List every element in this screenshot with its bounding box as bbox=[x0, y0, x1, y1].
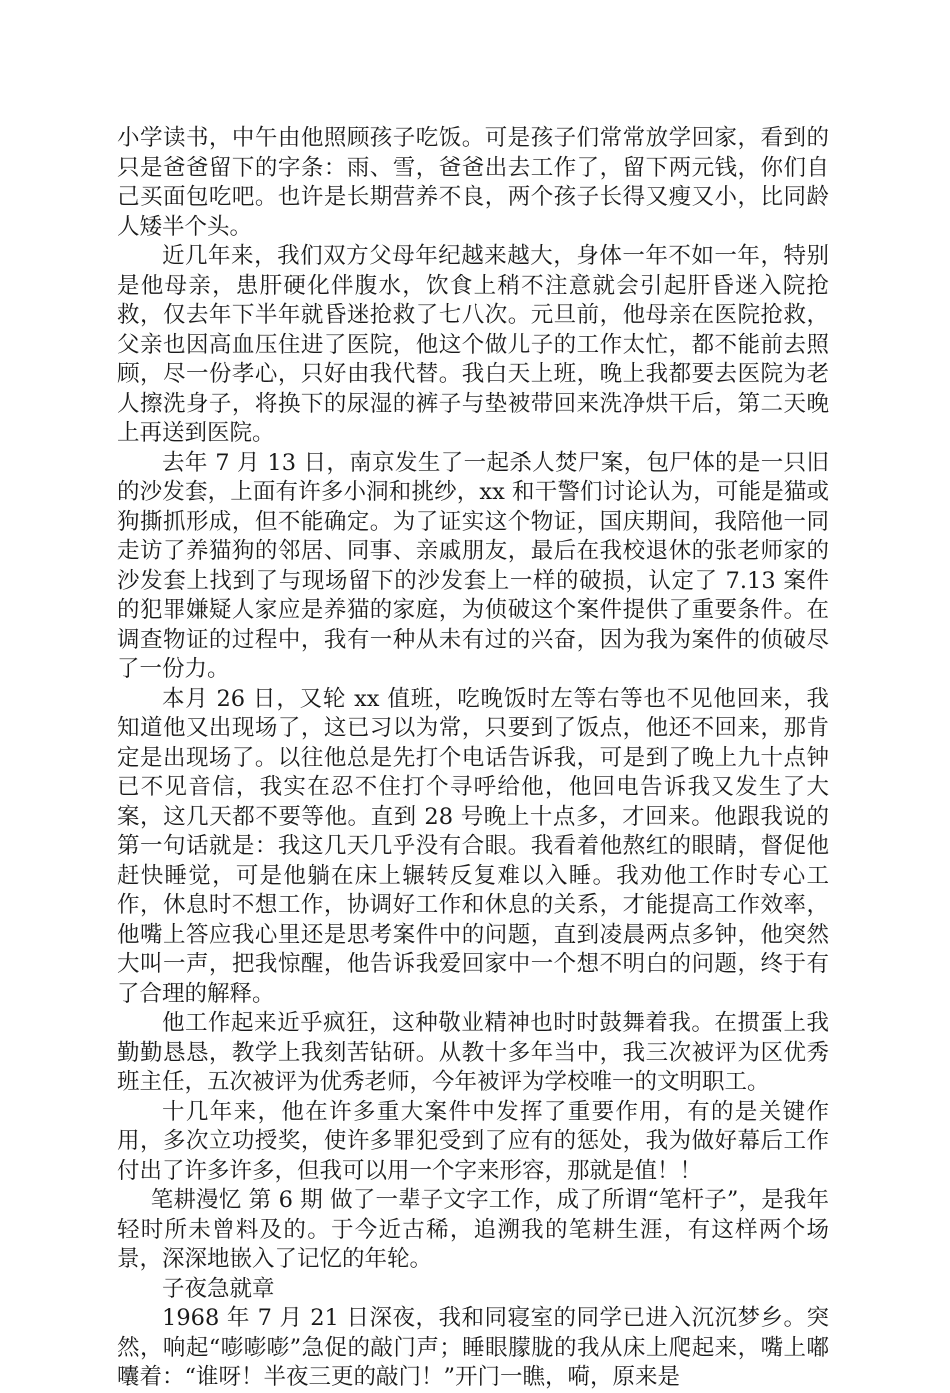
section-heading: 子夜急就章 bbox=[162, 1275, 275, 1302]
paragraph-5: 他工作起来近乎疯狂，这种敬业精神也时时鼓舞着我。在掼蛋上我勤勤恳恳，教学上我刻苦钻研。从教十多年当中，我三次被评为区优秀班主任，五次被评为优秀老师，今年被评为学校唯一的文明职工。 bbox=[117, 1010, 829, 1095]
paragraph-8: 1968 年 7 月 21 日深夜，我和同寝室的同学已进入沉沉梦乡。突然，响起“嘭嘭嘭”急促的敲门声；睡眼朦胧的我从床上爬起来，嘴上嘟囔着：“谁呀！半夜三更的敲门！”开门一瞧，嗬，原来是 bbox=[117, 1305, 829, 1390]
paragraph-4: 本月 26 日，又轮 xx 值班，吃晚饭时左等右等也不见他回来，我知道他又出现场了，这已习以为常，只要到了饭点，他还不回来，那肯定是出现场了。以往他总是先打个电话告诉我，可是到了晚上九十点钟已不见音信，我实在忍不住打个寻呼给他，他回电告诉我又发生了大案，这几天都不要等他。直到 28 号晚上十点多，才回来。他跟我说的第一句话就是：我这几天几乎没有合眼。我看着他熬红的眼睛，督促他赶快睡觉，可是他躺在床上辗转反复难以入睡。我劝他工作时专心工作，休息时不想工作，协调好工作和休息的关系，才能提高工作效率，他嘴上答应我心里还是思考案件中的问题，直到凌晨两点多钟，他突然大叫一声，把我惊醒，他告诉我爱回家中一个想不明白的问题，终于有了合理的解释。 bbox=[117, 685, 829, 1007]
paragraph-2: 近几年来，我们双方父母年纪越来越大，身体一年不如一年，特别是他母亲，患肝硬化伴腹水，饮食上稍不注意就会引起肝昏迷入院抢救，仅去年下半年就昏迷抢救了七八次。元旦前，他母亲在医院抢救，父亲也因高血压住进了医院，他这个做儿子的工作太忙，都不能前去照顾，尽一份孝心，只好由我代替。我白天上班，晚上我都要去医院为老人擦洗身子，将换下的尿湿的裤子与垫被带回来洗净烘干后，第二天晚上再送到医院。 bbox=[117, 243, 829, 446]
paragraph-3: 去年 7 月 13 日，南京发生了一起杀人焚尸案，包尸体的是一只旧的沙发套，上面有许多小洞和挑纱，xx 和干警们讨论认为，可能是猫或狗撕抓形成，但不能确定。为了证实这个物证，国庆期间，我陪他一同走访了养猫狗的邻居、同事、亲戚朋友，最后在我校退休的张老师家的沙发套上找到了与现场留下的沙发套上一样的破损，认定了 7.13 案件的犯罪嫌疑人家应是养猫的家庭，为侦破这个案件提供了重要条件。在调查物证的过程中，我有一种从未有过的兴奋，因为我为案件的侦破尽了一份力。 bbox=[117, 449, 829, 682]
paragraph-7: 笔耕漫忆 第 6 期 做了一辈子文字工作，成了所谓“笔杆子”，是我年轻时所未曾料及的。于今近古稀，追溯我的笔耕生涯，有这样两个场景，深深地嵌入了记忆的年轮。 bbox=[117, 1187, 829, 1272]
paragraph-6: 十几年来，他在许多重大案件中发挥了重要作用，有的是关键作用，多次立功授奖，使许多罪犯受到了应有的惩处，我为做好幕后工作付出了许多许多，但我可以用一个字来形容，那就是值！！ bbox=[117, 1098, 829, 1184]
paragraph-1: 小学读书，中午由他照顾孩子吃饭。可是孩子们常常放学回家，看到的只是爸爸留下的字条：雨、雪，爸爸出去工作了，留下两元钱，你们自己买面包吃吧。也许是长期营养不良，两个孩子长得又瘦又小，比同龄人矮半个头。 bbox=[117, 125, 829, 240]
document-body bbox=[117, 124, 829, 1393]
